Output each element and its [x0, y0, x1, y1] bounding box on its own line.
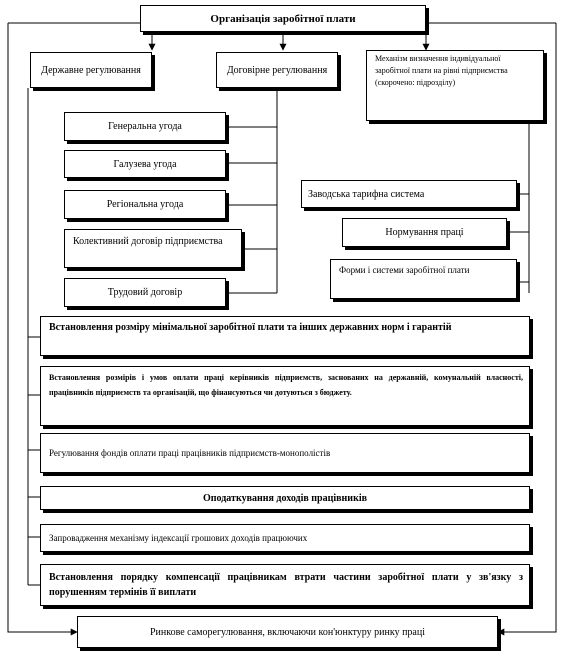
contract-item-label: Колективний договір підприємства [73, 236, 223, 247]
mechanism-label: Механізм визначення індивідуальної заробітної плати на рівні підприємства (скорочено: підрозділу) [375, 54, 508, 87]
contract-item-labor [64, 278, 226, 307]
state-item-taxation [40, 486, 530, 510]
mechanism-item-label: Форми і системи заробітної плати [339, 265, 470, 275]
state-item-label: Встановлення розмірів і умов оплати праці керівників підприємств, заснованих на державній, комунальній власності, працівників підприємств та організацій, що фінансуються чи дотуються з бюджету. [49, 373, 523, 397]
contract-regulation-box [216, 52, 338, 88]
contract-item-label: Генеральна угода [108, 121, 182, 132]
top-box [140, 5, 426, 32]
mechanism-item-forms [330, 259, 517, 299]
mechanism-item-label: Заводська тарифна система [308, 188, 425, 200]
contract-item-sector [64, 150, 226, 178]
state-item-budget-pay [40, 366, 530, 426]
state-item-label: Оподаткування доходів працівників [202, 492, 368, 504]
state-item-compensation [40, 564, 530, 606]
state-regulation-label: Державне регулювання [41, 64, 141, 76]
bottom-title: Ринкове саморегулювання, включаючи кон'юнктуру ринку праці [149, 626, 426, 638]
mechanism-item-label: Нормування праці [385, 227, 464, 238]
state-item-monopoly-funds [40, 433, 530, 473]
contract-item-collective [64, 229, 242, 268]
top-title: Організація заробітної плати [210, 12, 356, 25]
state-regulation-box [30, 52, 152, 88]
bottom-box [77, 616, 498, 648]
contract-item-regional [64, 190, 226, 219]
mechanism-item-tariff [301, 180, 517, 208]
state-item-minimum-wage [40, 316, 530, 356]
contract-item-label: Галузева угода [113, 158, 177, 170]
state-item-label: Встановлення розміру мінімальної заробітної плати та інших державних норм і гарантій [49, 322, 452, 333]
contract-item-label: Трудовий договір [107, 287, 183, 298]
state-item-label: Встановлення порядку компенсації працівникам втрати частини заробітної плати у зв'язку з порушенням термінів її виплати [49, 572, 523, 598]
contract-item-general [64, 112, 226, 141]
contract-regulation-label: Договірне регулювання [226, 64, 328, 76]
state-item-label: Регулювання фондів оплати праці працівників підприємств-монополістів [49, 448, 331, 458]
state-item-indexation [40, 524, 530, 552]
state-item-label: Запровадження механізму індексації грошових доходів працюючих [49, 533, 308, 543]
mechanism-item-norming [342, 218, 507, 247]
contract-item-label: Регіональна угода [106, 199, 184, 210]
mechanism-box [366, 50, 544, 121]
